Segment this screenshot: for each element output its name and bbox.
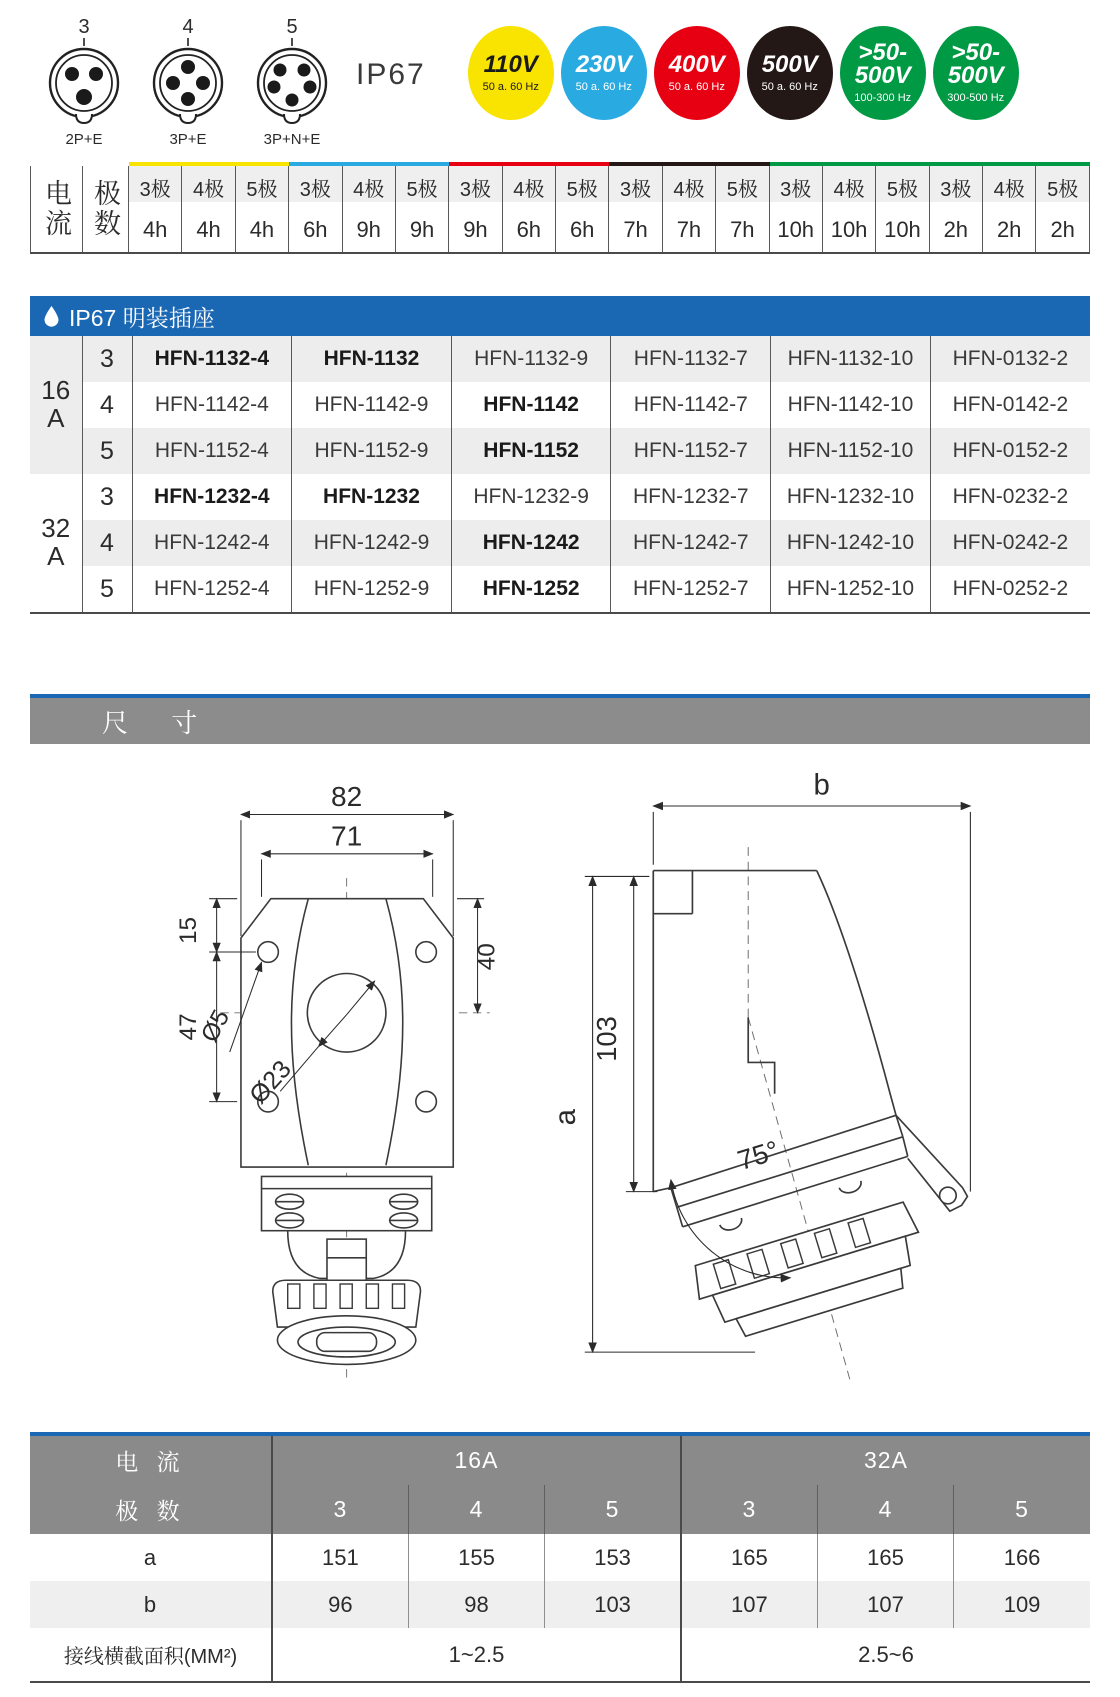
amp-group-32a: 32A	[681, 1434, 1090, 1485]
technical-drawings	[0, 762, 1120, 1410]
model-cell: HFN-0132-2	[952, 347, 1069, 370]
current-row-label: 电 流	[30, 1434, 272, 1485]
hours-cell: 10h	[876, 208, 929, 253]
pole-col-header: 4	[408, 1485, 544, 1534]
value-cell: 107	[681, 1581, 817, 1628]
voltage-badge-50-500v-b	[933, 26, 1019, 120]
voltage-value: 500V	[761, 50, 818, 78]
pole-header-cell: 4极	[662, 164, 715, 208]
model-cell: HFN-1232-4	[132, 474, 292, 520]
value-cell: 166	[954, 1534, 1090, 1581]
model-cell: HFN-1142-7	[611, 382, 771, 428]
model-cell: HFN-1252-9	[292, 566, 452, 613]
hours-cell: 10h	[769, 208, 822, 253]
pole-cell: 5	[82, 428, 132, 474]
model-table-section	[30, 296, 1090, 614]
hours-cell: 9h	[342, 208, 395, 253]
voltage-value: >50-	[858, 39, 908, 67]
dim-height-a: a	[548, 1109, 582, 1126]
hours-cell: 4h	[129, 208, 182, 253]
model-cell: HFN-1152-7	[611, 428, 771, 474]
connector-5pin-icon	[246, 38, 338, 124]
model-cell: HFN-1242-4	[132, 520, 292, 566]
frequency-label: 50 a. 60 Hz	[761, 80, 818, 93]
connector-4pin	[142, 16, 234, 148]
pin-count-label: 4	[182, 16, 194, 38]
voltage-value-2: 500V	[854, 62, 911, 90]
table-row	[30, 566, 1090, 613]
model-cell: HFN-1252-10	[771, 566, 931, 613]
pole-cell: 4	[82, 520, 132, 566]
table-row	[30, 336, 1090, 382]
pin-count-label: 3	[78, 16, 90, 38]
water-drop-icon	[44, 306, 59, 327]
voltage-value: >50-	[951, 39, 1001, 67]
table-row	[30, 1485, 1090, 1534]
table-row	[30, 382, 1090, 428]
dim-body-height: 103	[591, 1016, 623, 1062]
value-cell: 109	[954, 1581, 1090, 1628]
dim-angle: 75°	[733, 1134, 783, 1177]
model-cell: HFN-0142-2	[952, 393, 1069, 416]
voltage-value: 230V	[575, 50, 632, 78]
table-row	[30, 520, 1090, 566]
table-row	[30, 1581, 1090, 1628]
pole-header-cell: 5极	[556, 164, 609, 208]
model-table	[30, 336, 1090, 614]
wire-area-label: 接线横截面积(MM²)	[63, 1646, 238, 1668]
pole-header-cell: 5极	[876, 164, 929, 208]
hours-cell: 7h	[716, 208, 769, 253]
connector-config-label: 3P+N+E	[263, 131, 321, 148]
pole-col-header: 3	[681, 1485, 817, 1534]
pin-count-label: 5	[286, 16, 298, 38]
dim-hole-dia: Ø5	[196, 1005, 236, 1047]
connector-3pin-icon	[38, 38, 130, 124]
connector-3pin	[38, 16, 130, 148]
connector-config-label: 2P+E	[65, 131, 103, 148]
dim-hole-spacing: 47	[175, 1013, 203, 1041]
pole-header-cell: 5极	[395, 164, 448, 208]
poles-header-cell: 极数	[83, 164, 129, 253]
hours-cell: 9h	[395, 208, 448, 253]
model-table-title: IP67 明装插座	[69, 304, 215, 331]
hours-cell: 10h	[822, 208, 875, 253]
pole-cell: 3	[82, 336, 132, 382]
hours-cell: 2h	[983, 208, 1036, 253]
model-cell: HFN-1142	[451, 382, 611, 428]
pole-header-cell: 3极	[929, 164, 982, 208]
voltage-badge-400v	[654, 26, 740, 120]
frequency-label: 50 a. 60 Hz	[575, 80, 632, 93]
model-cell: HFN-1242-10	[771, 520, 931, 566]
amp-group-cell: 16A	[30, 336, 82, 474]
model-cell: HFN-1132-10	[771, 336, 931, 382]
model-cell: HFN-1242-7	[611, 520, 771, 566]
model-cell: HFN-1232-9	[451, 474, 611, 520]
table-row	[30, 428, 1090, 474]
dimensions-section-title: 尺 寸	[102, 707, 216, 738]
model-cell: HFN-1152-4	[132, 428, 292, 474]
value-cell: 107	[817, 1581, 953, 1628]
model-cell: HFN-1132-9	[451, 336, 611, 382]
pole-header-cell: 4极	[182, 164, 235, 208]
model-cell: HFN-1242	[451, 520, 611, 566]
dim-a-label: a	[143, 1544, 158, 1570]
model-cell: HFN-0252-2	[952, 577, 1069, 600]
page-header	[0, 0, 1120, 150]
model-cell: HFN-1252-7	[611, 566, 771, 613]
hours-cell: 9h	[449, 208, 502, 253]
pole-header-cell: 4极	[342, 164, 395, 208]
pole-header-cell: 3极	[609, 164, 662, 208]
frequency-label: 300-500 Hz	[947, 92, 1005, 105]
hours-cell: 6h	[556, 208, 609, 253]
connector-5pin	[246, 16, 338, 148]
model-cell: HFN-1132-7	[611, 336, 771, 382]
pole-cell: 3	[82, 474, 132, 520]
model-cell: HFN-1232-7	[611, 474, 771, 520]
value-cell: 155	[408, 1534, 544, 1581]
table-row	[30, 1628, 1090, 1682]
model-cell: HFN-1242-9	[292, 520, 452, 566]
front-view-drawing	[168, 762, 500, 1402]
value-cell: 165	[681, 1534, 817, 1581]
pole-col-header: 4	[817, 1485, 953, 1534]
model-cell: HFN-1232	[292, 474, 452, 520]
model-cell: HFN-1252	[451, 566, 611, 613]
model-cell: HFN-1232-10	[771, 474, 931, 520]
model-cell: HFN-1132	[292, 336, 452, 382]
dim-width-b: b	[813, 768, 830, 802]
value-cell: 98	[408, 1581, 544, 1628]
poles-row-label: 极 数	[30, 1485, 272, 1534]
hours-cell: 6h	[502, 208, 555, 253]
frequency-label: 50 a. 60 Hz	[668, 80, 725, 93]
model-cell: HFN-1142-10	[771, 382, 931, 428]
connector-diagrams	[38, 16, 338, 148]
pole-cell: 5	[82, 566, 132, 613]
pole-col-header: 5	[954, 1485, 1090, 1534]
model-cell: HFN-1252-4	[132, 566, 292, 613]
pole-header-cell: 5极	[235, 164, 288, 208]
dim-width-outer: 82	[331, 781, 363, 813]
amp-group-16a: 16A	[272, 1434, 681, 1485]
voltage-value: 400V	[668, 50, 725, 78]
model-cell: HFN-1142-9	[292, 382, 452, 428]
dim-side-offset: 40	[473, 943, 500, 971]
pole-header-cell: 3极	[449, 164, 502, 208]
dim-center-dia: Ø23	[244, 1055, 297, 1110]
value-cell: 151	[272, 1534, 408, 1581]
current-header-cell: 电流	[31, 164, 83, 253]
value-cell: 103	[545, 1581, 681, 1628]
model-cell: HFN-1152-9	[292, 428, 452, 474]
table-row	[30, 1534, 1090, 1581]
wire-area-32a: 2.5~6	[681, 1628, 1090, 1682]
hours-cell: 4h	[235, 208, 288, 253]
dim-hole-offset-top: 15	[175, 916, 203, 945]
pole-cell: 4	[82, 382, 132, 428]
voltage-badge-50-500v-a	[840, 26, 926, 120]
hours-cell: 2h	[929, 208, 982, 253]
model-cell: HFN-1152	[451, 428, 611, 474]
pole-hours-table-wrap	[30, 162, 1090, 254]
model-cell: HFN-1152-10	[771, 428, 931, 474]
wire-area-16a: 1~2.5	[272, 1628, 681, 1682]
model-cell: HFN-0152-2	[952, 439, 1069, 462]
pole-header-cell: 5极	[1036, 164, 1090, 208]
voltage-badges	[468, 26, 1019, 120]
hours-cell: 6h	[289, 208, 342, 253]
table-row	[30, 1434, 1090, 1485]
voltage-badge-230v	[561, 26, 647, 120]
model-cell: HFN-1132-4	[132, 336, 292, 382]
frequency-label: 50 a. 60 Hz	[482, 80, 539, 93]
hours-cell: 7h	[609, 208, 662, 253]
pole-hours-table	[30, 162, 1090, 254]
voltage-badge-500v	[747, 26, 833, 120]
pole-col-header: 3	[272, 1485, 408, 1534]
pole-header-cell: 5极	[716, 164, 769, 208]
pole-header-cell: 4极	[502, 164, 555, 208]
pole-header-cell: 3极	[769, 164, 822, 208]
voltage-badge-110v	[468, 26, 554, 120]
connector-4pin-icon	[142, 38, 234, 124]
value-cell: 165	[817, 1534, 953, 1581]
model-cell: HFN-0242-2	[952, 531, 1069, 554]
pole-header-cell: 3极	[129, 164, 182, 208]
voltage-value: 110V	[483, 50, 538, 78]
hours-cell: 2h	[1036, 208, 1090, 253]
model-table-title-bar	[30, 296, 1090, 336]
spec-table	[30, 1432, 1090, 1683]
hours-cell: 7h	[662, 208, 715, 253]
pole-header-cell: 4极	[983, 164, 1036, 208]
pole-header-cell: 4极	[822, 164, 875, 208]
table-row	[30, 474, 1090, 520]
ip-rating-label: IP67	[356, 58, 426, 91]
pole-col-header: 5	[545, 1485, 681, 1534]
model-cell: HFN-1142-4	[132, 382, 292, 428]
value-cell: 96	[272, 1581, 408, 1628]
spec-table-wrap	[30, 1432, 1090, 1683]
dimensions-section-bar	[30, 694, 1090, 744]
model-cell: HFN-0232-2	[952, 485, 1069, 508]
voltage-value-2: 500V	[947, 62, 1004, 90]
hours-cell: 4h	[182, 208, 235, 253]
value-cell: 153	[545, 1534, 681, 1581]
frequency-label: 100-300 Hz	[854, 92, 912, 105]
dim-b-label: b	[30, 1581, 272, 1628]
amp-group-cell: 32A	[30, 474, 82, 613]
pole-header-cell: 3极	[289, 164, 342, 208]
connector-config-label: 3P+E	[169, 131, 207, 148]
side-view-drawing	[528, 762, 988, 1402]
dim-width-inner: 71	[331, 820, 363, 852]
